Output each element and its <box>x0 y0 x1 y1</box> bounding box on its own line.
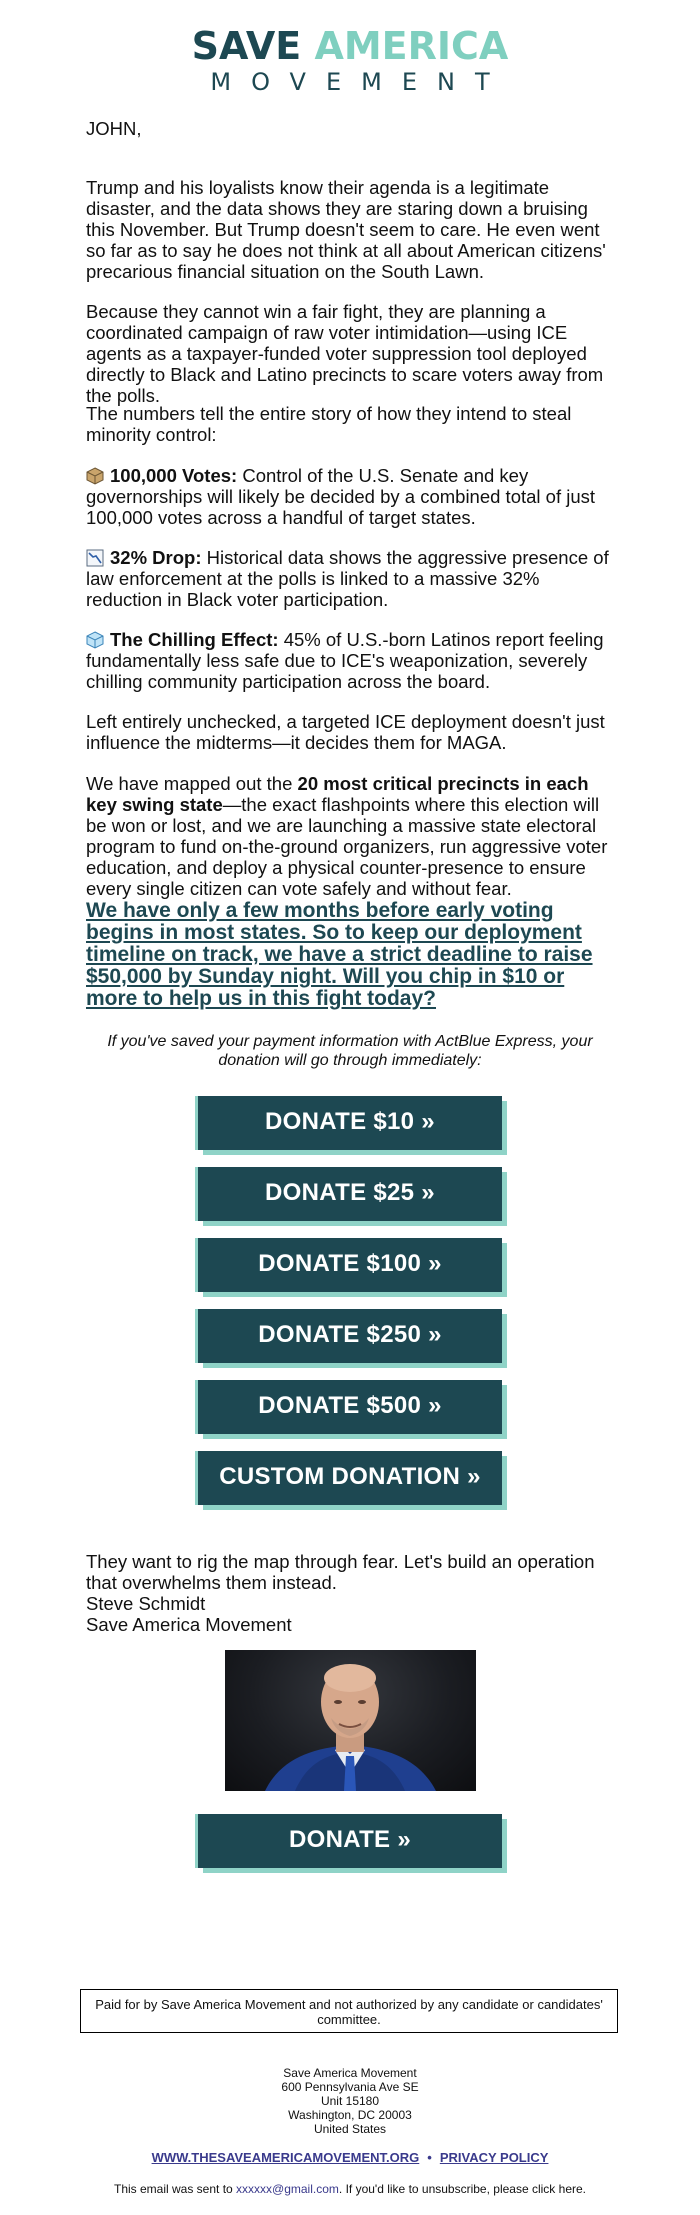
logo-word-movement: MOVEMENT <box>210 68 510 96</box>
signer-photo[interactable] <box>225 1650 476 1791</box>
donate-10-button[interactable]: DONATE $10 » <box>198 1096 502 1150</box>
portrait-illustration <box>225 1650 476 1791</box>
logo-word-america: AMERICA <box>314 24 509 68</box>
stat-chilling-label: The Chilling Effect: <box>110 628 279 650</box>
stat-chilling-text: 45% of U.S.-born Latinos report feeling fundamentally less safe due to ICE's weaponization, severely chilling community participation across the board. <box>86 628 604 692</box>
paragraph-8 <box>86 773 616 899</box>
footer-links <box>0 2150 700 2165</box>
stat-drop-label: 32% Drop: <box>110 546 202 568</box>
actblue-express-note: If you've saved your payment information with ActBlue Express, your donation will go through immediately: <box>107 1033 593 1069</box>
unsubscribe-footer <box>0 2182 700 2196</box>
donate-25-button[interactable]: DONATE $25 » <box>198 1167 502 1221</box>
donate-button[interactable]: DONATE » <box>198 1814 502 1868</box>
paragraph-3: The numbers tell the entire story of how they intend to steal minority control: <box>86 402 572 445</box>
chart-decreasing-icon <box>86 549 104 567</box>
footer-text-start: This email was sent to <box>113 2182 237 2196</box>
stat-drop-text: Historical data shows the aggressive presence of law enforcement at the polls is linked to a massive 32% reduction in Black voter participation. <box>86 546 609 610</box>
address-line-2: 600 Pennsylvania Ave SE <box>281 2080 419 2094</box>
ice-cube-icon <box>86 631 104 649</box>
privacy-policy-link[interactable]: PRIVACY POLICY <box>439 2150 549 2165</box>
address-line-4: Washington, DC 20003 <box>288 2108 412 2122</box>
paragraph-8-rest: —the exact flashpoints where this election will be won or lost, and we are launching a massive state electoral program to fund on-the-ground organizers, run aggressive voter education, and deploy a physical counter-presence to ensure every single citizen can vote safely and without fear. <box>86 793 608 899</box>
unsubscribe-link[interactable]: . If you'd like to unsubscribe, please click here. <box>338 2182 586 2196</box>
stat-chilling <box>86 629 616 692</box>
stat-drop <box>86 547 616 610</box>
stat-votes <box>86 465 616 528</box>
address-line-3: Unit 15180 <box>320 2094 380 2108</box>
link-separator: • <box>427 2150 432 2165</box>
paragraph-8-bold: 20 most critical precincts in each key swing state <box>86 772 589 815</box>
website-link[interactable]: WWW.THESAVEAMERICAMOVEMENT.ORG <box>151 2150 420 2165</box>
address-line-1: Save America Movement <box>283 2066 417 2080</box>
custom-donation-button[interactable]: CUSTOM DONATION » <box>198 1451 502 1505</box>
logo[interactable] <box>0 0 700 96</box>
stat-votes-text: Control of the U.S. Senate and key governorships will likely be decided by a combined total of just 100,000 votes across a handful of target states. <box>86 464 596 528</box>
paragraph-8-start: We have mapped out the <box>86 772 298 794</box>
paid-for-disclaimer: Paid for by Save America Movement and not authorized by any candidate or candidates' committee. <box>80 1989 618 2033</box>
greeting: JOHN, <box>86 118 142 139</box>
address-line-5: United States <box>313 2122 387 2136</box>
paragraph-2: Because they cannot win a fair fight, they are planning a coordinated campaign of raw voter intimidation—using ICE agents as a taxpayer-funded voter suppression tool deployed directly to Black and Latino precincts to scare voters away from the polls. <box>86 300 604 406</box>
logo-word-save: SAVE <box>191 24 302 68</box>
stat-votes-label: 100,000 Votes: <box>110 464 238 486</box>
paragraph-1: Trump and his loyalists know their agenda is a legitimate disaster, and the data shows they are staring down a bruising this November. But Trump doesn't seem to care. He even went so far as to say he does not think at all about American citizens' precarious financial situation on the South Lawn. <box>86 176 606 282</box>
package-icon <box>86 467 104 485</box>
mailing-address <box>0 2066 700 2136</box>
donate-250-button[interactable]: DONATE $250 » <box>198 1309 502 1363</box>
paragraph-7: Left entirely unchecked, a targeted ICE deployment doesn't just influence the midterms—it decides them for MAGA. <box>86 710 605 753</box>
deadline-headline-link[interactable]: We have only a few months before early voting begins in most states. So to keep our deployment timeline on track, we have a strict deadline to raise $50,000 by Sunday night. Will you chip in $10 or more to help us in this fight today? <box>86 899 593 1010</box>
signature-org: Save America Movement <box>86 1614 292 1635</box>
closing-text: They want to rig the map through fear. Let's build an operation that overwhelms them instead. <box>86 1550 595 1593</box>
donate-500-button[interactable]: DONATE $500 » <box>198 1380 502 1434</box>
recipient-email[interactable]: xxxxxx@gmail.com <box>236 2182 339 2196</box>
signature-name: Steve Schmidt <box>86 1593 206 1614</box>
donate-100-button[interactable]: DONATE $100 » <box>198 1238 502 1292</box>
